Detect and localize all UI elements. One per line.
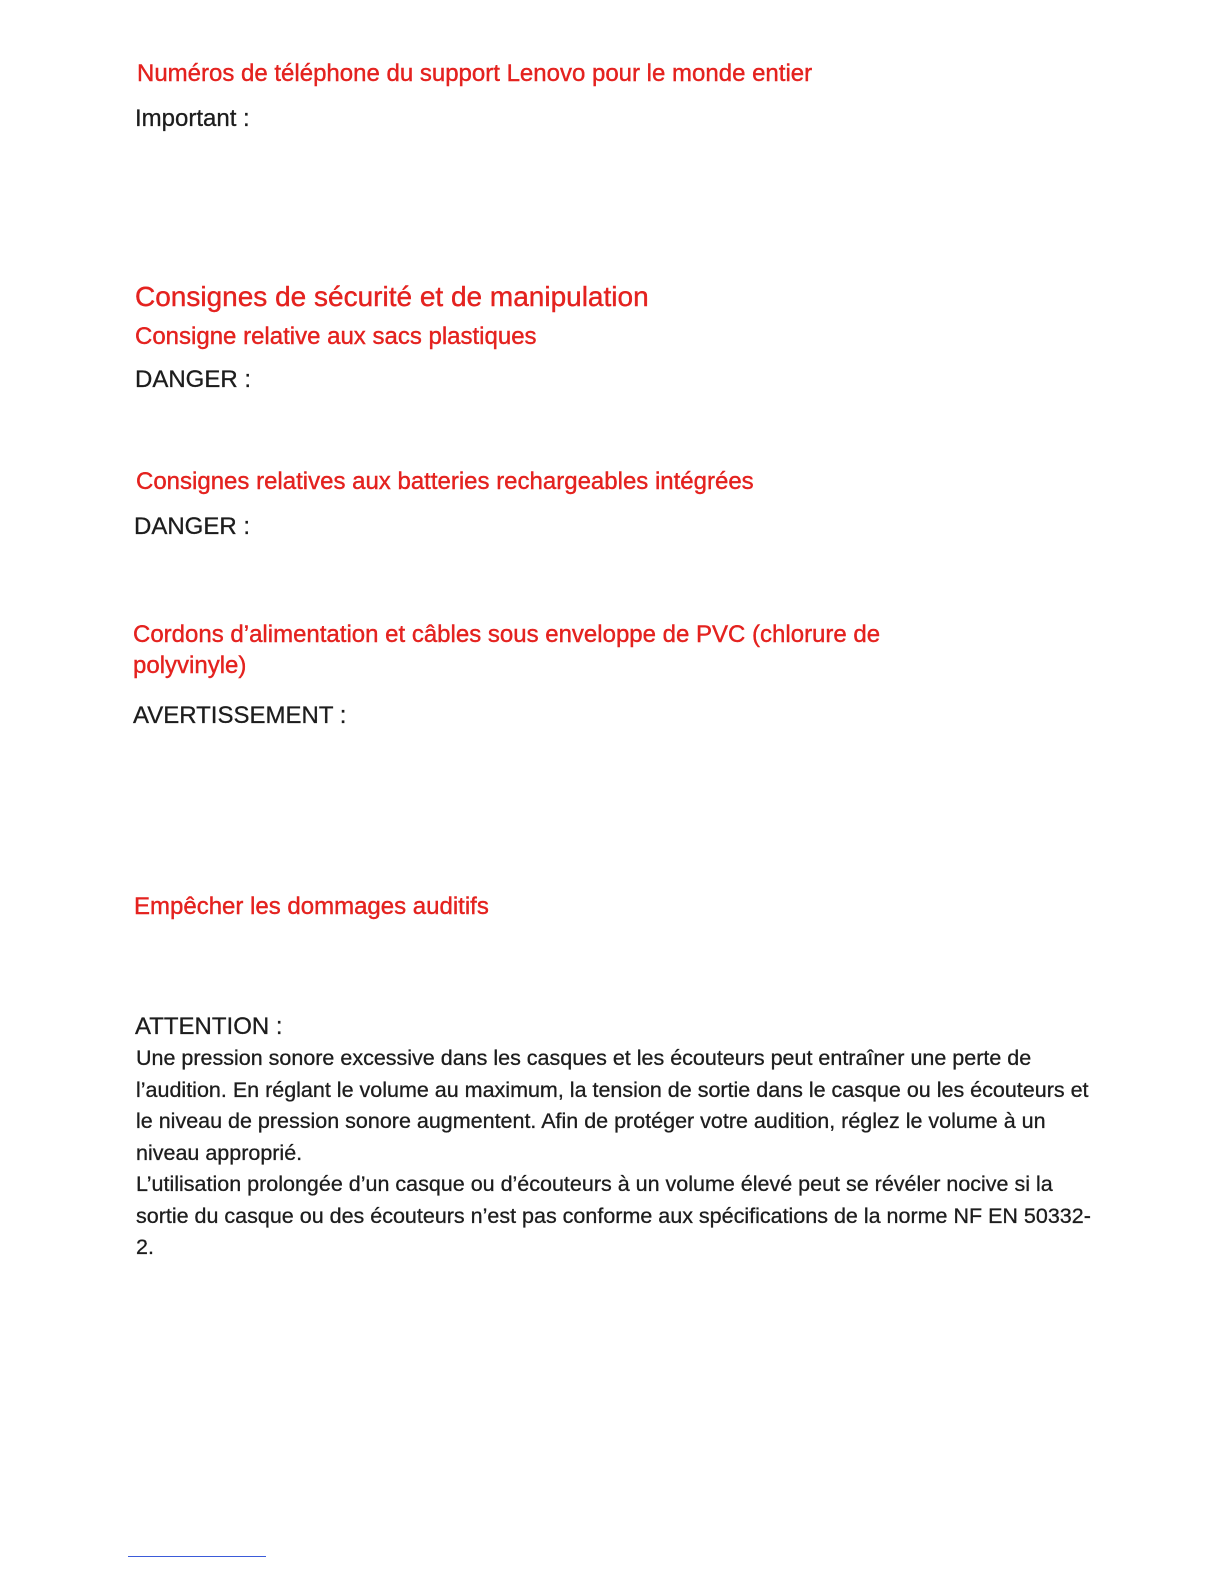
heading-safety: Consignes de sécurité et de manipulation: [135, 281, 649, 312]
label-danger-batteries: DANGER :: [134, 513, 251, 540]
heading-plastic-bags: Consigne relative aux sacs plastiques: [135, 323, 537, 350]
label-warning: AVERTISSEMENT :: [133, 702, 347, 729]
heading-power-cords-line-1: Cordons d’alimentation et câbles sous enveloppe de PVC (chlorure de: [133, 621, 881, 648]
heading-power-cords-line-2: polyvinyle): [133, 652, 247, 679]
label-important: Important :: [135, 105, 250, 132]
hearing-paragraph-1: Une pression sonore excessive dans les casques et les écouteurs peut entraîner une perte de l’audition. En réglant le volume au maximum, la tension de sortie dans le casque ou les écouteurs et le niveau de pression sonore augmentent. Afin de protéger votre audition, réglez le volume à un niveau approprié.: [136, 1046, 1089, 1165]
heading-support-numbers: Numéros de téléphone du support Lenovo pour le monde entier: [137, 60, 813, 87]
hearing-paragraph-2: L’utilisation prolongée d’un casque ou d’écouteurs à un volume élevé peut se révéler nocive si la sortie du casque ou des écouteurs n’est pas conforme aux spécifications de la norme NF EN 50332-2.: [136, 1172, 1091, 1259]
label-attention: ATTENTION :: [135, 1013, 283, 1040]
heading-power-cords: [133, 619, 1033, 681]
footnote-divider: [128, 1556, 266, 1557]
heading-batteries: Consignes relatives aux batteries rechargeables intégrées: [136, 468, 754, 495]
label-danger-plastic-bags: DANGER :: [135, 366, 252, 393]
heading-hearing-damage: Empêcher les dommages auditifs: [134, 893, 489, 920]
hearing-warning-text: [136, 1043, 1096, 1264]
